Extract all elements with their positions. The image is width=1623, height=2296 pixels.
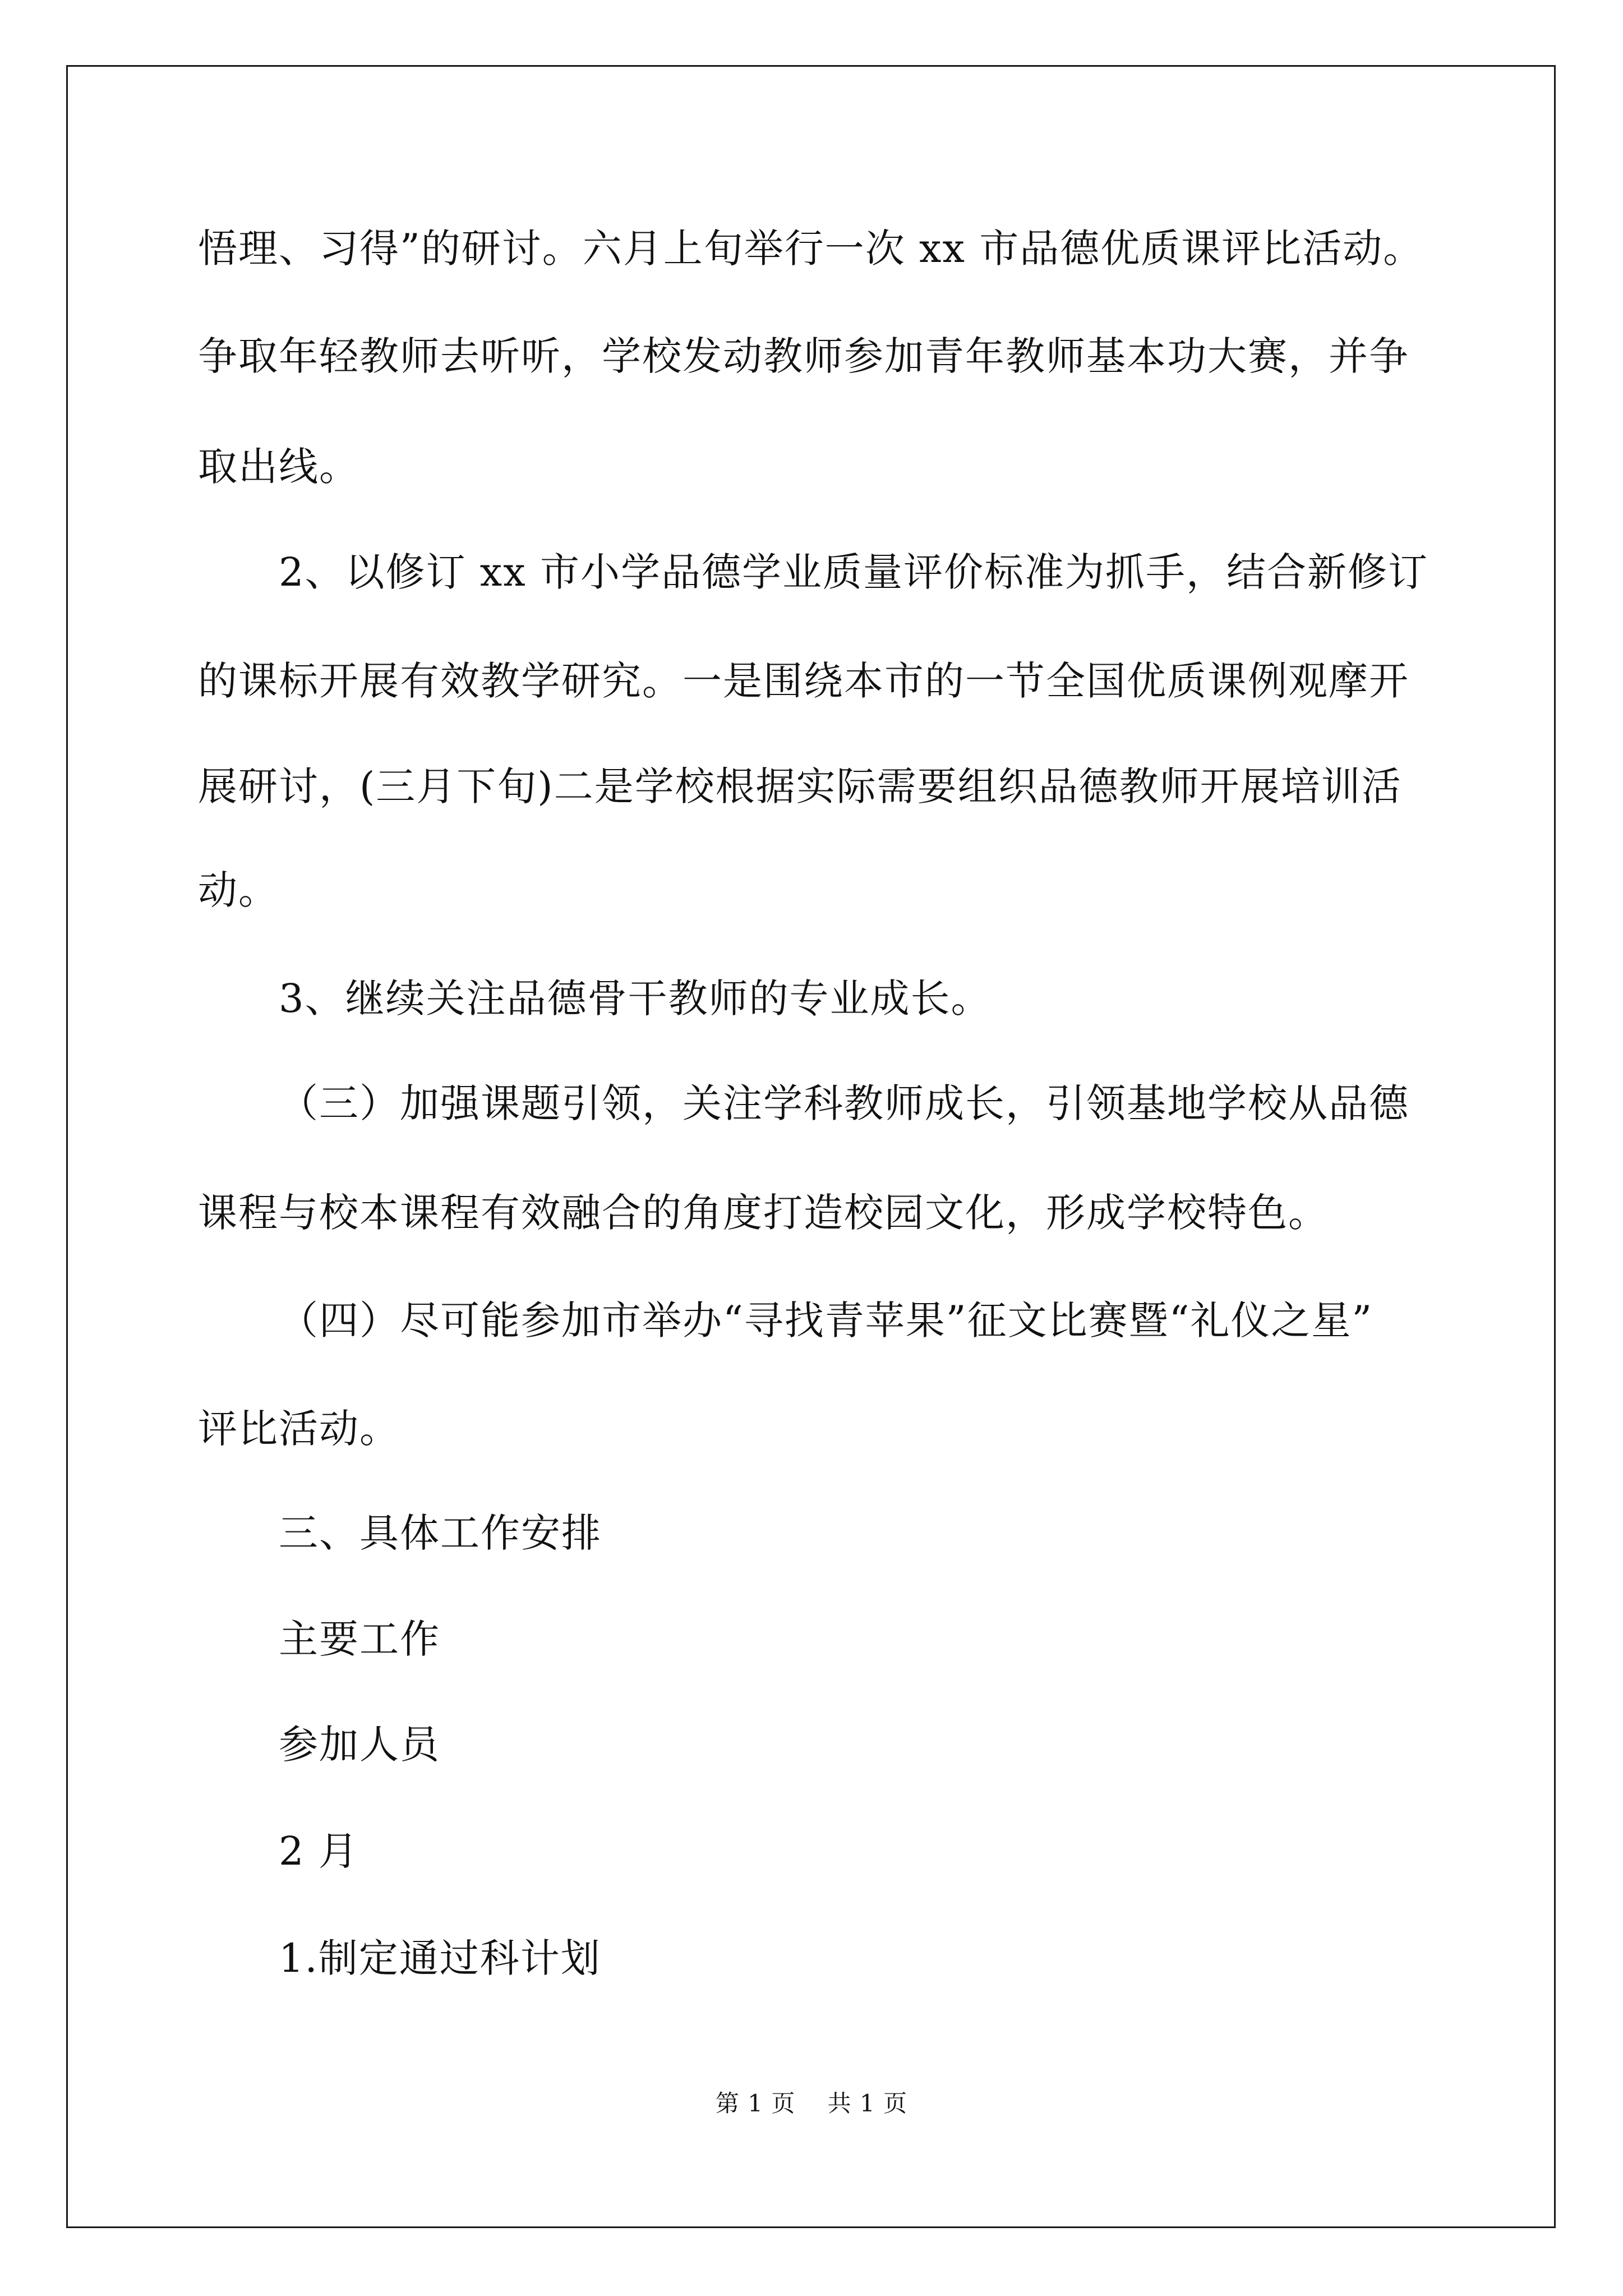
text-line: 主要工作	[279, 1616, 440, 1662]
text-line: 2 月	[279, 1828, 359, 1874]
text-line: 3、继续关注品德骨干教师的专业成长。	[279, 976, 992, 1022]
text-line: 悟理、习得”的研讨。六月上旬举行一次 xx 市品德优质课评比活动。	[198, 226, 1424, 272]
text-line: 的课标开展有效教学研究。一是围绕本市的一节全国优质课例观摩开	[198, 658, 1409, 704]
section-heading: 三、具体工作安排	[279, 1510, 602, 1556]
text-line: 2、以修订 xx 市小学品德学业质量评价标准为抓手，结合新修订	[279, 549, 1428, 595]
text-line: 动。	[198, 867, 279, 913]
page-border	[66, 65, 1556, 2228]
text-line: 1.制定通过科计划	[279, 1935, 601, 1981]
page-number-footer: 第 1 页 共 1 页	[715, 2090, 908, 2117]
text-line: （四）尽可能参加市举办“寻找青苹果”征文比赛暨“礼仪之星”	[279, 1297, 1373, 1343]
text-line: 参加人员	[279, 1722, 440, 1768]
text-line: 课程与校本课程有效融合的角度打造校园文化，形成学校特色。	[198, 1190, 1329, 1236]
text-line: （三）加强课题引领，关注学科教师成长，引领基地学校从品德	[279, 1080, 1409, 1126]
text-line: 评比活动。	[198, 1406, 400, 1452]
text-line: 争取年轻教师去听听，学校发动教师参加青年教师基本功大赛，并争	[198, 333, 1409, 379]
text-line: 取出线。	[198, 444, 359, 490]
text-line: 展研讨，(三月下旬)二是学校根据实际需要组织品德教师开展培训活	[198, 763, 1402, 809]
